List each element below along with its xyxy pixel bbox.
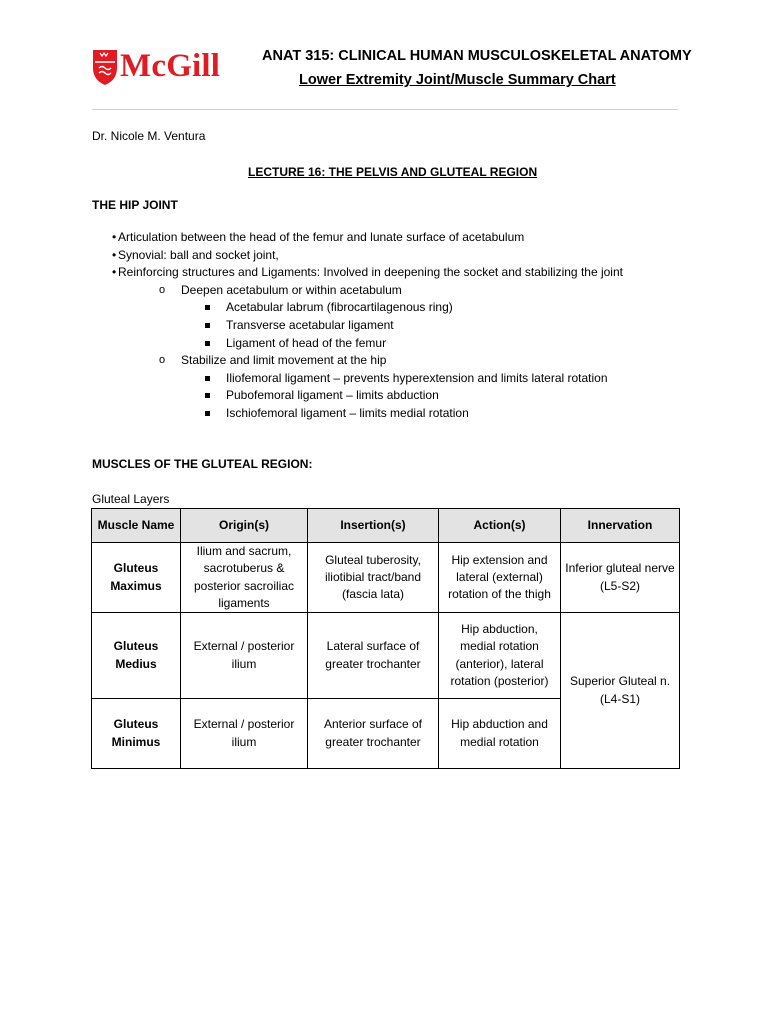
section-title-hip-joint: THE HIP JOINT xyxy=(92,198,178,212)
insertion-cell: Anterior surface of greater trochanter xyxy=(308,699,439,769)
course-title: ANAT 315: CLINICAL HUMAN MUSCULOSKELETAL ANATOMY xyxy=(262,48,692,64)
muscle-name: Gluteus Minimus xyxy=(92,699,181,769)
list-item: • Reinforcing structures and Ligaments: Involved in deepening the socket and stabilizing the joint xyxy=(92,264,692,282)
section-title-gluteal-muscles: MUSCLES OF THE GLUTEAL REGION: xyxy=(92,457,313,471)
list-item: Ischiofemoral ligament – limits medial rotation xyxy=(92,405,692,423)
crest-icon xyxy=(92,48,118,86)
list-item: Iliofemoral ligament – prevents hyperextension and limits lateral rotation xyxy=(92,370,692,388)
hip-joint-outline xyxy=(92,229,692,423)
list-item: Pubofemoral ligament – limits abduction xyxy=(92,387,692,405)
origin-cell: Ilium and sacrum, sacrotuberus & posterior sacroiliac ligaments xyxy=(181,543,308,613)
gluteal-muscles-table xyxy=(91,508,680,769)
mcgill-logo xyxy=(92,44,244,90)
action-cell: Hip abduction and medial rotation xyxy=(439,699,561,769)
list-item: o Stabilize and limit movement at the hip xyxy=(92,352,692,370)
table-row xyxy=(92,543,680,613)
header-divider xyxy=(92,109,678,110)
muscle-name: Gluteus Medius xyxy=(92,613,181,699)
column-header: Muscle Name xyxy=(92,509,181,543)
list-item: o Deepen acetabulum or within acetabulum xyxy=(92,282,692,300)
column-header: Insertion(s) xyxy=(308,509,439,543)
logo-wordmark: McGill xyxy=(120,48,221,84)
column-header: Action(s) xyxy=(439,509,561,543)
innervation-cell: Inferior gluteal nerve (L5-S2) xyxy=(561,543,680,613)
list-item: • Synovial: ball and socket joint, xyxy=(92,247,692,265)
table-header-row xyxy=(92,509,680,543)
insertion-cell: Gluteal tuberosity, iliotibial tract/band (fascia lata) xyxy=(308,543,439,613)
muscle-name: Gluteus Maximus xyxy=(92,543,181,613)
author-name: Dr. Nicole M. Ventura xyxy=(92,129,206,143)
column-header: Origin(s) xyxy=(181,509,308,543)
list-item: Transverse acetabular ligament xyxy=(92,317,692,335)
action-cell: Hip extension and lateral (external) rotation of the thigh xyxy=(439,543,561,613)
origin-cell: External / posterior ilium xyxy=(181,613,308,699)
list-item: • Articulation between the head of the femur and lunate surface of acetabulum xyxy=(92,229,692,247)
lecture-title: LECTURE 16: THE PELVIS AND GLUTEAL REGION xyxy=(248,165,538,179)
origin-cell: External / posterior ilium xyxy=(181,699,308,769)
insertion-cell: Lateral surface of greater trochanter xyxy=(308,613,439,699)
innervation-cell: Superior Gluteal n. (L4-S1) xyxy=(561,613,680,769)
action-cell: Hip abduction, medial rotation (anterior), lateral rotation (posterior) xyxy=(439,613,561,699)
list-item: Ligament of head of the femur xyxy=(92,335,692,353)
column-header: Innervation xyxy=(561,509,680,543)
table-row xyxy=(92,613,680,699)
list-item: Acetabular labrum (fibrocartilagenous ring) xyxy=(92,299,692,317)
chart-title: Lower Extremity Joint/Muscle Summary Chart xyxy=(299,72,616,88)
table-caption: Gluteal Layers xyxy=(92,492,170,506)
